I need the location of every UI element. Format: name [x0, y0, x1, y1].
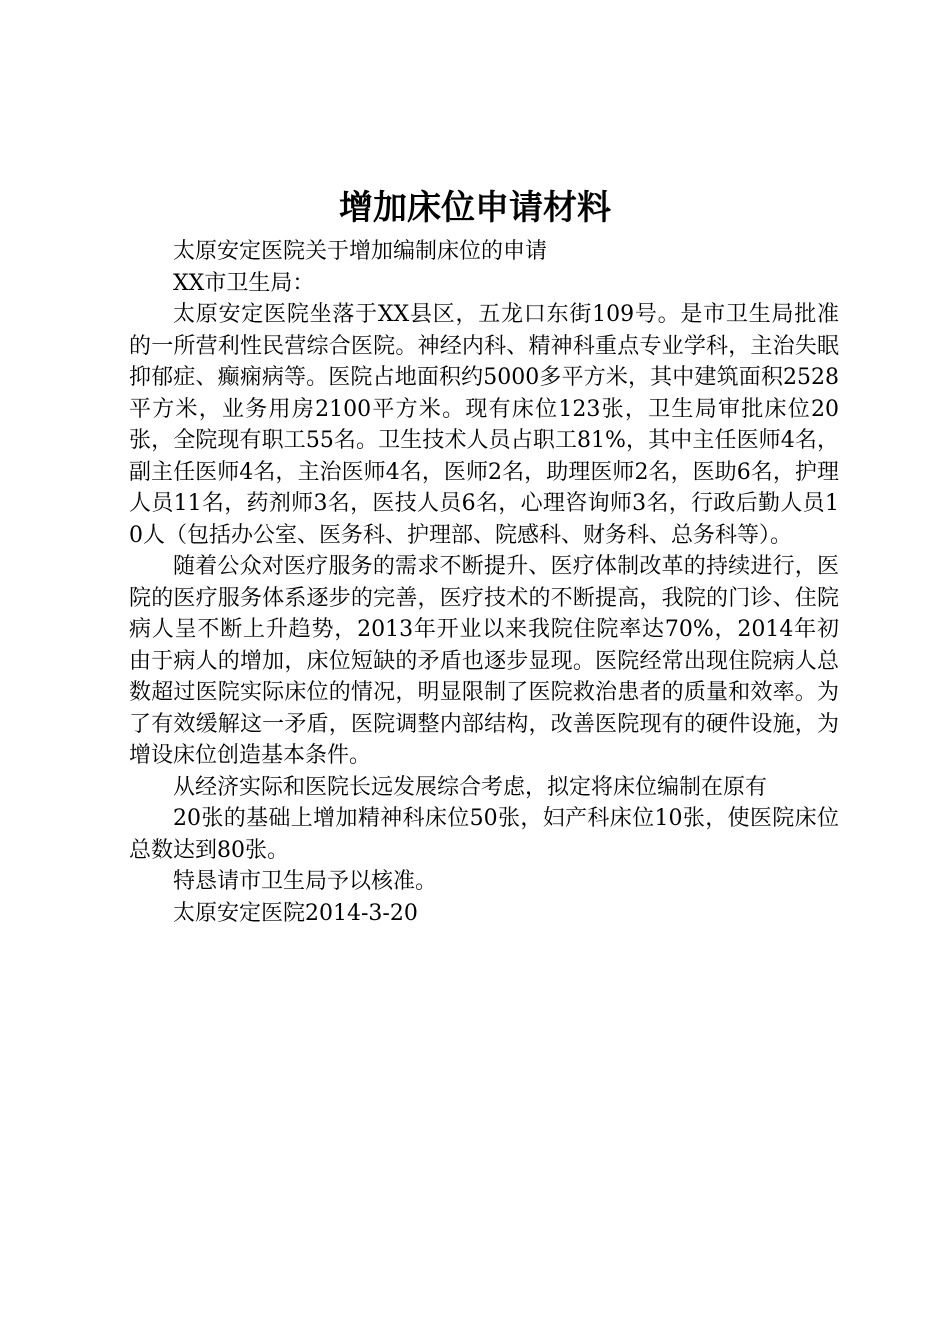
hospital-introduction-paragraph: 太原安定医院坐落于XX县区，五龙口东街109号。是市卫生局批准的一所营利性民营综合医院。神经内科、精神科重点专业学科，主治失眠抑郁症、癫痫病等。医院占地面积约5000多平方米，其中建筑面积2528平方米，业务用房2100平方米。现有床位123张，卫生局审批床位20张，全院现有职工55名。卫生技术人员占职工81%，其中主任医师4名，副主任医师4名，主治医师4名，医师2名，助理医师2名，医助6名，护理人员11名，药剂师3名，医技人员6名，心理咨询师3名，行政后勤人员10人（包括办公室、医务科、护理部、院感科、财务科、总务科等）。: [129, 302, 839, 548]
document-title: 增加床位申请材料: [339, 188, 611, 228]
salutation: XX市卫生局：: [173, 270, 315, 296]
proposal-paragraph: 从经济实际和医院长远发展综合考虑，拟定将床位编制在原有: [173, 774, 768, 800]
signature-date: 太原安定医院2014-3-20: [173, 900, 418, 926]
request-paragraph: 特恳请市卫生局予以核准。: [173, 869, 438, 894]
background-paragraph: 随着公众对医疗服务的需求不断提升、医疗体制改革的持续进行，医院的医疗服务体系逐步的完善，医疗技术的不断提高，我院的门诊、住院病人呈不断上升趋势，2013年开业以来我院住院率达70%，2014年初由于病人的增加，床位短缺的矛盾也逐步显现。医院经常出现住院病人总数超过医院实际床位的情况，明显限制了医院救治患者的质量和效率。为了有效缓解这一矛盾，医院调整内部结构，改善医院现有的硬件设施，为增设床位创造基本条件。: [129, 554, 839, 768]
proposal-detail-paragraph: 20张的基础上增加精神科床位50张，妇产科床位10张，使医院床位总数达到80张。: [129, 806, 839, 863]
application-heading: 太原安定医院关于增加编制床位的申请: [173, 239, 548, 264]
document-body: [129, 236, 839, 929]
